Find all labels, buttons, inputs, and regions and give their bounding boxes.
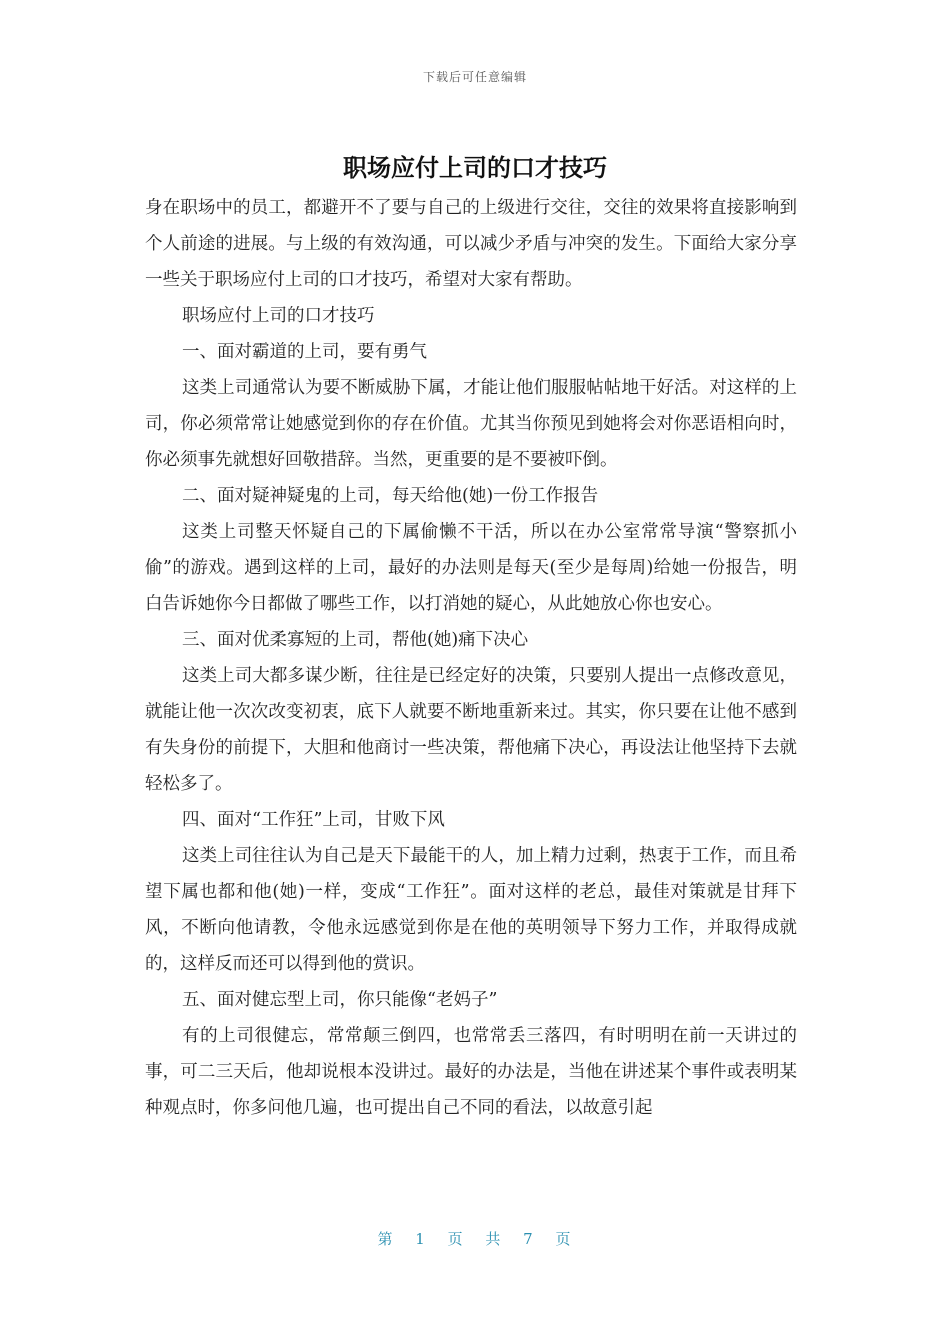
tip-body-1: 这类上司通常认为要不断威胁下属，才能让他们服服帖帖地干好活。对这样的上司，你必须常常让她感觉到你的存在价值。尤其当你预见到她将会对你恶语相向时，你必须事先就想好回敬措辞。当然，更重要的是不要被吓倒。	[145, 378, 797, 470]
document-title: 职场应付上司的口才技巧	[343, 154, 607, 182]
tip-heading-3: 三、面对优柔寡短的上司，帮他(她)痛下决心	[182, 630, 529, 650]
footer-suffix: 页	[555, 1230, 573, 1248]
page-footer	[0, 1228, 950, 1249]
tip-heading-1: 一、面对霸道的上司，要有勇气	[182, 342, 427, 362]
intro-paragraph: 身在职场中的员工，都避开不了要与自己的上级进行交往，交往的效果将直接影响到个人前途的进展。与上级的有效沟通，可以减少矛盾与冲突的发生。下面给大家分享一些关于职场应付上司的口才技巧，希望对大家有帮助。	[145, 198, 797, 290]
tip-body-2: 这类上司整天怀疑自己的下属偷懒不干活，所以在办公室常常导演“警察抓小偷”的游戏。遇到这样的上司，最好的办法则是每天(至少是每周)给她一份报告，明白告诉她你今日都做了哪些工作，以打消她的疑心，从此她放心你也安心。	[145, 522, 797, 614]
document-body	[145, 190, 797, 1126]
tip-heading-4: 四、面对“工作狂”上司，甘败下风	[182, 810, 445, 830]
header-note: 下载后可任意编辑	[422, 70, 527, 84]
tip-body-4: 这类上司往往认为自己是天下最能干的人，加上精力过剩，热衷于工作，而且希望下属也都和他(她)一样，变成“工作狂”。面对这样的老总，最佳对策就是甘拜下风，不断向他请教，令他永远感觉到你是在他的英明领导下努力工作，并取得成就的，这样反而还可以得到他的赏识。	[145, 846, 797, 974]
footer-middle: 页 共	[447, 1230, 503, 1248]
footer-total-pages: 7	[523, 1230, 535, 1248]
footer-prefix: 第	[377, 1230, 395, 1248]
section-heading: 职场应付上司的口才技巧	[182, 306, 375, 326]
footer-page-number: 1	[415, 1230, 427, 1248]
tip-heading-2: 二、面对疑神疑鬼的上司，每天给他(她)一份工作报告	[182, 486, 599, 506]
tip-heading-5: 五、面对健忘型上司，你只能像“老妈子”	[182, 990, 498, 1010]
tip-body-3: 这类上司大都多谋少断，往往是已经定好的决策，只要别人提出一点修改意见，就能让他一次次改变初衷，底下人就要不断地重新来过。其实，你只要在让他不感到有失身份的前提下，大胆和他商讨一些决策，帮他痛下决心，再设法让他坚持下去就轻松多了。	[145, 666, 797, 794]
tip-body-5: 有的上司很健忘，常常颠三倒四，也常常丢三落四，有时明明在前一天讲过的事，可二三天后，他却说根本没讲过。最好的办法是，当他在讲述某个事件或表明某种观点时，你多问他几遍，也可提出自己不同的看法，以故意引起	[145, 1026, 797, 1118]
